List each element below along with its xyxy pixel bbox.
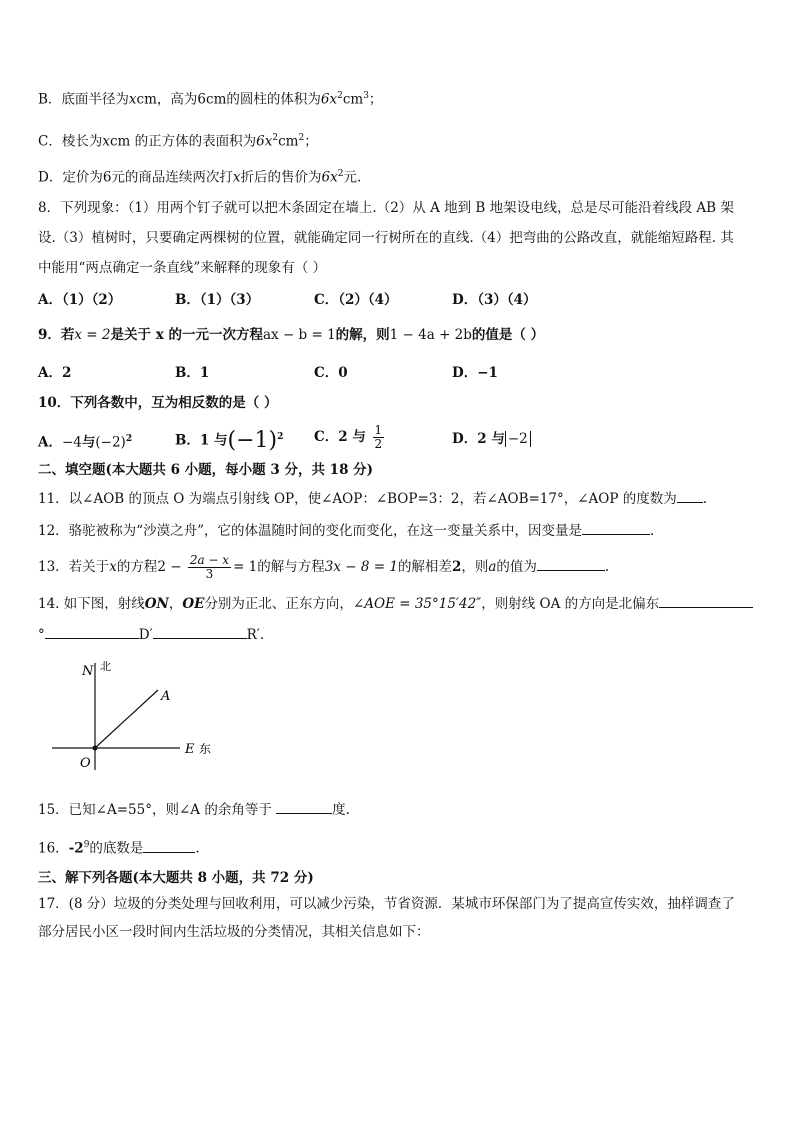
q16: 16．$-2^9$的底数是 . xyxy=(38,835,758,859)
label-east: 东 xyxy=(199,742,212,756)
q14-line-2: ° D′ R′. xyxy=(38,624,758,645)
origin-point xyxy=(93,746,98,751)
q8-option-b: B．（1）（3） xyxy=(175,292,260,308)
q13: 13．若关于x的方程2 − $\frac{2a - x}{3}$ = 1的解与方程3x − 8 = 1的解相差2，则a的值为 . xyxy=(38,553,610,581)
q10-option-d: D．2 与 −2 xyxy=(452,428,531,450)
q15: 15．已知∠A=55°，则∠A 的余角等于 度. xyxy=(38,799,758,820)
label-o: O xyxy=(80,756,91,771)
q12-answer-blank[interactable] xyxy=(582,520,650,535)
q17-line-1: 17．(8 分）垃圾的分类处理与回收利用，可以减少污染，节省资源．某城市环保部门为了提高宣传实效，抽样调查了 xyxy=(38,896,735,912)
q12: 12．骆驼被称为“沙漠之舟”，它的体温随时间的变化而变化，在这一变量关系中，因变量是 . xyxy=(38,520,758,541)
fraction-one-half: $\frac{1}{2}$ xyxy=(374,423,383,451)
compass-direction-figure xyxy=(40,655,230,780)
q10-option-b: B．1 与$(-1)^2$ xyxy=(175,428,284,453)
q7-option-d: D．定价为6元的商品连续两次打x折后的售价为$6x^2$元. xyxy=(38,169,362,186)
q14-answer-blank-seconds[interactable] xyxy=(153,624,247,639)
q9-option-c: C．0 xyxy=(314,365,348,381)
q10-option-c: C．2 与 $\frac{1}{2}$ xyxy=(314,423,383,451)
q16-answer-blank[interactable] xyxy=(143,838,195,853)
q15-answer-blank[interactable] xyxy=(276,799,332,814)
q13-answer-blank[interactable] xyxy=(537,556,605,571)
q8-line-3: 中能用“两点确定一条直线”来解释的现象有（ ） xyxy=(38,260,327,276)
label-n: N xyxy=(82,664,94,679)
q10-option-a: A．−4与$(-2)^2$ xyxy=(38,434,133,451)
q11-answer-blank[interactable] xyxy=(677,488,703,503)
q10-stem: 10．下列各数中，互为相反数的是（ ） xyxy=(38,395,278,411)
q14-line-1: 14. 如下图，射线ON，OE分别为正北、正东方向，∠AOE = 35°15′42″，则射线 OA 的方向是北偏东 xyxy=(38,593,758,614)
q14-answer-blank-degrees[interactable] xyxy=(659,593,753,608)
q8-option-d: D．（3）（4） xyxy=(452,292,537,308)
q8-line-2: 设.（3）植树时，只要确定两棵树的位置，就能确定同一行树所在的直线.（4）把弯曲的公路改直，就能缩短路程. 其 xyxy=(38,230,734,246)
q9-stem: 9．若x = 2是关于 x 的一元一次方程ax − b = 1的解，则1 − 4a + 2b的值是（ ） xyxy=(38,327,545,343)
q9-option-d: D．−1 xyxy=(452,365,498,381)
label-e: E xyxy=(185,742,195,757)
q11: 11．以∠AOB 的顶点 O 为端点引射线 OP，使∠AOP：∠BOP=3：2，若∠AOB=17°，∠AOP 的度数为 . xyxy=(38,488,758,509)
section-2-heading: 二、填空题(本大题共 6 小题，每小题 3 分，共 18 分) xyxy=(38,462,374,478)
label-a: A xyxy=(161,689,171,704)
q8-option-c: C．（2）（4） xyxy=(314,292,398,308)
q9-option-b: B．1 xyxy=(175,365,210,381)
label-north: 北 xyxy=(100,660,111,673)
ray-oa xyxy=(95,690,158,748)
q13-fraction: $\frac{2a - x}{3}$ xyxy=(189,553,230,581)
section-3-heading: 三、解下列各题(本大题共 8 小题，共 72 分) xyxy=(38,870,314,886)
q17-line-2: 部分居民小区一段时间内生活垃圾的分类情况，其相关信息如下： xyxy=(38,924,430,940)
q9-option-a: A．2 xyxy=(38,365,72,381)
q7-option-c: C．棱长为xcm 的正方体的表面积为$6x^2cm^2$； xyxy=(38,133,318,150)
q8-line-1: 8．下列现象：（1）用两个钉子就可以把木条固定在墙上.（2）从 A 地到 B 地架设电线，总是尽可能沿着线段 AB 架 xyxy=(38,200,734,216)
q14-answer-blank-minutes[interactable] xyxy=(45,624,139,639)
q8-option-a: A．（1）（2） xyxy=(38,292,122,308)
q7-option-b: B．底面半径为xcm，高为6cm的圆柱的体积为$6x^2cm^3$； xyxy=(38,91,383,108)
